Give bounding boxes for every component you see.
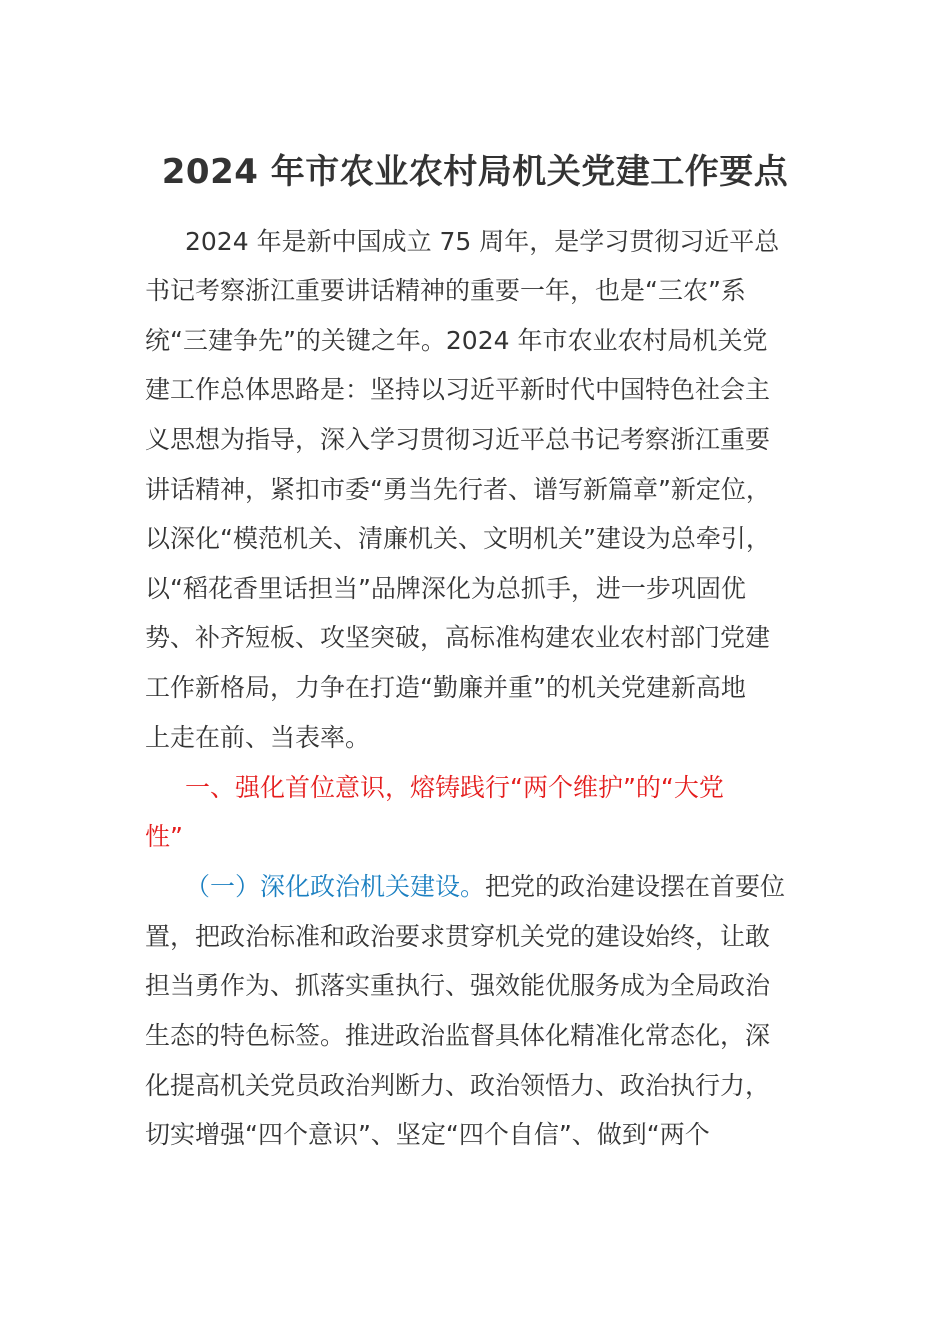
paragraph-line: 2024 年是新中国成立 75 周年，是学习贯彻习近平总	[185, 227, 780, 256]
section-heading: 性”	[145, 822, 183, 851]
paragraph-line: 生态的特色标签。推进政治监督具体化精准化常态化，深	[145, 1021, 771, 1050]
paragraph-line: 以“稻花香里话担当”品牌深化为总抓手，进一步巩固优	[145, 574, 746, 603]
paragraph-line: 义思想为指导，深入学习贯彻习近平总书记考察浙江重要	[145, 425, 771, 454]
document-title: 2024 年市农业农村局机关党建工作要点	[161, 152, 789, 192]
paragraph-text: 把党的政治建设摆在首要位	[485, 872, 786, 901]
paragraph-line	[185, 869, 785, 905]
subsection-heading: （一）深化政治机关建设。	[185, 872, 486, 901]
paragraph-line: 势、补齐短板、攻坚突破，高标准构建农业农村部门党建	[145, 623, 771, 652]
paragraph-line: 工作新格局，力争在打造“勤廉并重”的机关党建新高地	[145, 673, 746, 702]
paragraph-line: 切实增强“四个意识”、坚定“四个自信”、做到“两个	[145, 1120, 710, 1149]
paragraph-line: 置，把政治标准和政治要求贯穿机关党的建设始终，让敢	[145, 922, 771, 951]
paragraph-line: 书记考察浙江重要讲话精神的重要一年，也是“三农”系	[145, 276, 746, 305]
paragraph-line: 以深化“模范机关、清廉机关、文明机关”建设为总牵引，	[145, 524, 771, 553]
paragraph-line: 上走在前、当表率。	[145, 723, 371, 752]
paragraph-line: 担当勇作为、抓落实重执行、强效能优服务成为全局政治	[145, 971, 771, 1000]
paragraph-line: 讲话精神，紧扣市委“勇当先行者、谱写新篇章”新定位，	[145, 475, 771, 504]
paragraph-line: 建工作总体思路是：坚持以习近平新时代中国特色社会主	[145, 375, 771, 404]
paragraph-line: 统“三建争先”的关键之年。2024 年市农业农村局机关党	[145, 326, 768, 355]
section-heading: 一、强化首位意识，熔铸践行“两个维护”的“大党	[185, 773, 724, 802]
paragraph-line: 化提高机关党员政治判断力、政治领悟力、政治执行力，	[145, 1071, 771, 1100]
